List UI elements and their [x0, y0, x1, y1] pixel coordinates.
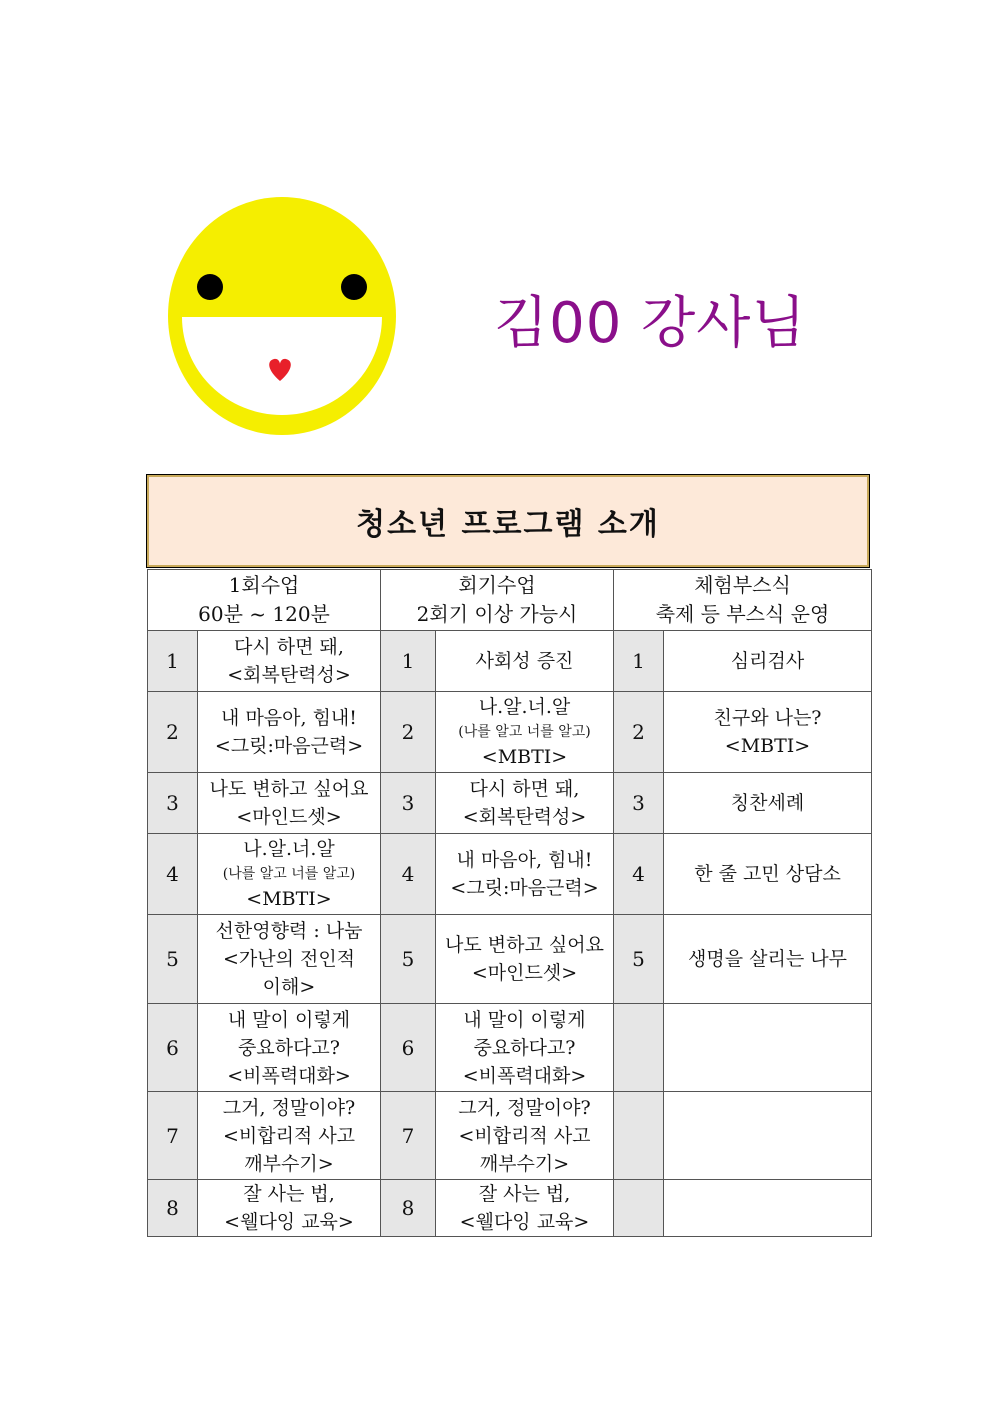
row-number: 4: [614, 834, 664, 915]
row-number: 6: [148, 1004, 198, 1092]
program-line: 내 마음아, 힘내!: [456, 849, 593, 871]
row-number-empty: [614, 1180, 664, 1237]
row-number: 5: [381, 915, 436, 1004]
program-line: 생명을 살리는 나무: [688, 948, 847, 970]
program-line: <MBTI>: [246, 888, 332, 910]
program-line: <그릿:마음근력>: [214, 735, 364, 757]
program-line: 그거, 정말이야?: [222, 1096, 356, 1119]
table-row: [148, 773, 872, 834]
table-row: [148, 692, 872, 773]
program-cell: [198, 1180, 381, 1237]
row-number: 8: [381, 1180, 436, 1237]
program-line: <웰다잉 교육>: [459, 1211, 590, 1233]
program-cell-empty: [664, 1004, 872, 1092]
column-title: 1회수업: [228, 573, 300, 597]
program-cell: [436, 692, 614, 773]
column-subtitle: 축제 등 부스식 운영: [655, 602, 830, 626]
program-line: 내 마음아, 힘내!: [221, 707, 357, 729]
column-header-single: [148, 570, 381, 631]
program-line: 나도 변하고 싶어요: [209, 778, 369, 800]
program-note: (나를 알고 너를 알고): [222, 866, 356, 882]
row-number: 8: [148, 1180, 198, 1237]
column-subtitle: 2회기 이상 가능시: [416, 602, 578, 626]
program-line: 중요하다고?: [473, 1036, 576, 1059]
program-cell: [664, 834, 872, 915]
program-line: 잘 사는 법,: [478, 1183, 571, 1205]
program-line: 나.알.너.알: [243, 838, 335, 860]
program-cell-empty: [664, 1180, 872, 1237]
table-row: [148, 915, 872, 1004]
table-row: [148, 1180, 872, 1237]
row-number: 5: [148, 915, 198, 1004]
program-cell: [436, 915, 614, 1004]
program-cell-empty: [664, 1092, 872, 1180]
program-line: 친구와 나는?: [713, 707, 822, 729]
program-cell: [198, 915, 381, 1004]
program-line: <마인드셋>: [236, 806, 342, 828]
program-cell: [198, 773, 381, 834]
program-line: 나도 변하고 싶어요: [445, 934, 604, 956]
program-table: [147, 569, 872, 1237]
row-number: 5: [614, 915, 664, 1004]
row-number: 6: [381, 1004, 436, 1092]
row-number-empty: [614, 1092, 664, 1180]
program-line: 깨부수기>: [244, 1152, 334, 1175]
program-line: <MBTI>: [481, 746, 568, 768]
program-line: <비합리적 사고: [222, 1124, 356, 1147]
program-cell: [436, 1004, 614, 1092]
program-cell: [664, 773, 872, 834]
program-cell: [664, 631, 872, 692]
table-header-row: [148, 570, 872, 631]
program-cell: [198, 834, 381, 915]
program-line: <비폭력대화>: [227, 1064, 351, 1087]
row-number: 1: [148, 631, 198, 692]
program-line: <웰다잉 교육>: [224, 1211, 354, 1233]
program-cell: [664, 692, 872, 773]
table-row: [148, 1004, 872, 1092]
program-line: <마인드셋>: [471, 962, 578, 984]
program-cell: [198, 631, 381, 692]
program-cell: [436, 1180, 614, 1237]
program-line: 깨부수기>: [479, 1152, 570, 1175]
column-subtitle: 60분 ~ 120분: [198, 602, 330, 626]
program-line: 그거, 정말이야?: [458, 1096, 591, 1119]
table-row: [148, 1092, 872, 1180]
row-number: 2: [381, 692, 436, 773]
row-number: 2: [148, 692, 198, 773]
column-header-session: [381, 570, 614, 631]
program-line: 다시 하면 돼,: [234, 636, 344, 658]
row-number: 4: [381, 834, 436, 915]
program-line: <비합리적 사고: [458, 1124, 591, 1147]
program-line: 중요하다고?: [238, 1036, 340, 1059]
program-cell: [436, 631, 614, 692]
program-line: <MBTI>: [724, 735, 811, 757]
row-number: 7: [381, 1092, 436, 1180]
program-title: 청소년 프로그램 소개: [146, 474, 870, 568]
program-line: <비폭력대화>: [462, 1064, 587, 1087]
program-cell: [198, 1004, 381, 1092]
program-cell: [436, 773, 614, 834]
row-number: 2: [614, 692, 664, 773]
row-number: 1: [614, 631, 664, 692]
program-line: 심리검사: [730, 650, 805, 672]
program-cell: [436, 834, 614, 915]
column-title: 회기수업: [458, 573, 536, 597]
program-line: 잘 사는 법,: [243, 1183, 335, 1205]
row-number: 7: [148, 1092, 198, 1180]
row-number: 3: [381, 773, 436, 834]
table-row: [148, 631, 872, 692]
column-header-booth: [614, 570, 872, 631]
program-note: (나를 알고 너를 알고): [458, 724, 591, 740]
row-number: 1: [381, 631, 436, 692]
program-cell: [436, 1092, 614, 1180]
program-line: <회복탄력성>: [227, 664, 351, 686]
program-line: <회복탄력성>: [462, 806, 587, 828]
program-line: <가난의 전인적: [222, 948, 356, 970]
program-cell: [198, 692, 381, 773]
row-number: 3: [614, 773, 664, 834]
smiley-face-icon: [164, 193, 400, 439]
row-number: 4: [148, 834, 198, 915]
program-line: 선한영향력 : 나눔: [215, 920, 363, 942]
instructor-name: 김00 강사님: [494, 291, 807, 356]
program-line: 나.알.너.알: [478, 696, 571, 718]
program-line: 내 말이 이렇게: [227, 1008, 351, 1031]
row-number: 3: [148, 773, 198, 834]
row-number-empty: [614, 1004, 664, 1092]
program-line: 한 줄 고민 상담소: [694, 863, 841, 885]
column-title: 체험부스식: [694, 573, 791, 597]
program-cell: [664, 915, 872, 1004]
program-line: 사회성 증진: [475, 650, 574, 672]
program-line: 칭찬세례: [730, 792, 805, 814]
program-line: 내 말이 이렇게: [463, 1008, 586, 1031]
program-line: 이해>: [262, 976, 316, 998]
program-line: 다시 하면 돼,: [469, 778, 580, 800]
program-line: <그릿:마음근력>: [450, 877, 599, 899]
program-cell: [198, 1092, 381, 1180]
table-row: [148, 834, 872, 915]
